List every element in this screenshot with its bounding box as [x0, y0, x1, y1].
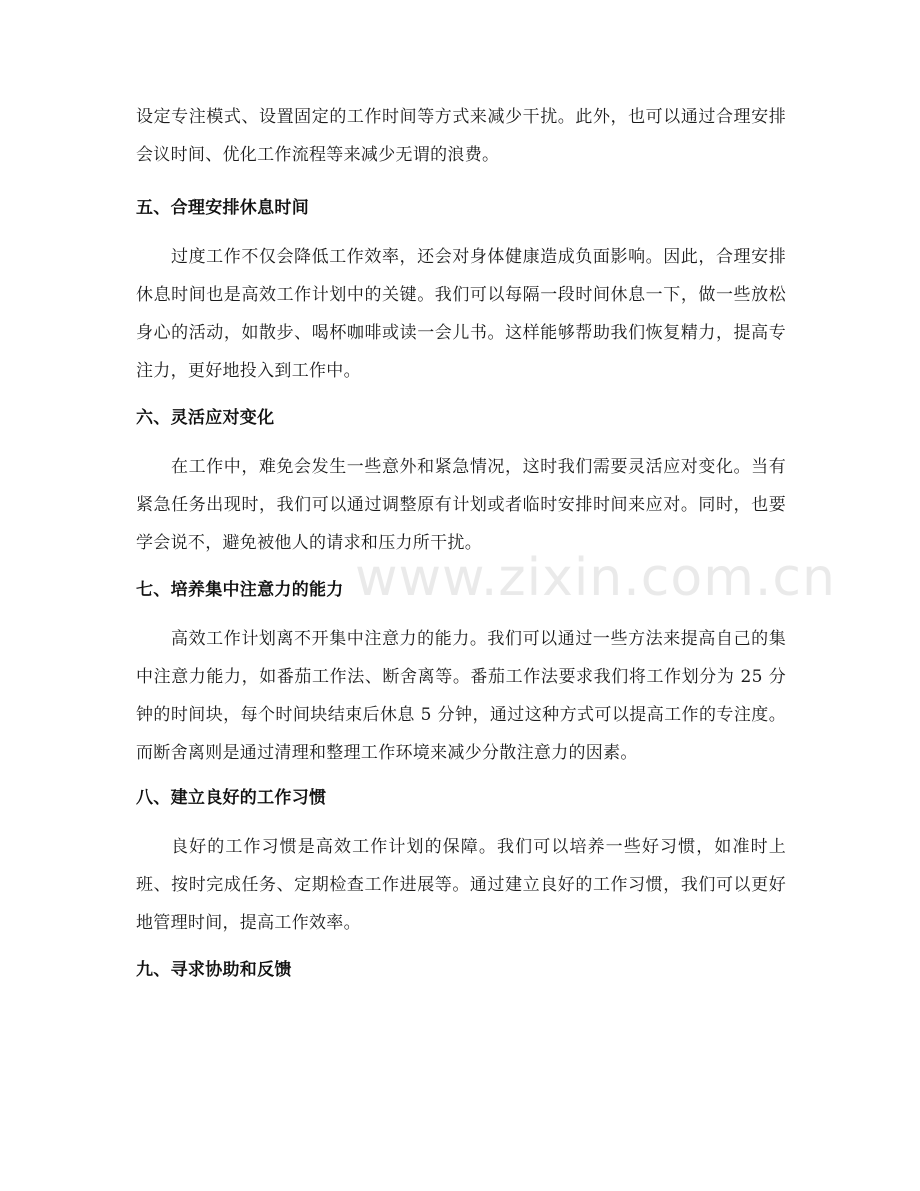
section-6-body [136, 448, 786, 562]
section-heading: 七、培养集中注意力的能力 [136, 580, 344, 600]
section-heading: 六、灵活应对变化 [136, 408, 275, 428]
section-heading: 九、寻求协助和反馈 [136, 960, 292, 980]
section-7 [136, 578, 786, 602]
section-7-body [136, 620, 786, 772]
section-heading: 八、建立良好的工作习惯 [136, 788, 327, 808]
intro-block [136, 98, 786, 174]
watermark: www.zixin.com.cn [355, 548, 836, 608]
section-8 [136, 786, 786, 810]
section-paragraph: 在工作中，难免会发生一些意外和紧急情况，这时我们需要灵活应对变化。当有紧急任务出现时，我们可以通过调整原有计划或者临时安排时间来应对。同时，也要学会说不，避免被他人的请求和压力所干扰。 [136, 457, 786, 553]
section-8-body [136, 828, 786, 942]
section-5-body [136, 238, 786, 390]
section-heading: 五、合理安排休息时间 [136, 198, 309, 218]
section-paragraph: 高效工作计划离不开集中注意力的能力。我们可以通过一些方法来提高自己的集中注意力能力，如番茄工作法、断舍离等。番茄工作法要求我们将工作划分为 25 分钟的时间块，每个时间块结束后休息 5 分钟，通过这种方式可以提高工作的专注度。而断舍离则是通过清理和整理工作环境来减少分散注意力的因素。 [136, 629, 786, 763]
intro-paragraph: 设定专注模式、设置固定的工作时间等方式来减少干扰。此外，也可以通过合理安排会议时间、优化工作流程等来减少无谓的浪费。 [136, 107, 786, 165]
section-paragraph: 良好的工作习惯是高效工作计划的保障。我们可以培养一些好习惯，如准时上班、按时完成任务、定期检查工作进展等。通过建立良好的工作习惯，我们可以更好地管理时间，提高工作效率。 [136, 837, 786, 933]
section-5 [136, 196, 786, 220]
section-paragraph: 过度工作不仅会降低工作效率，还会对身体健康造成负面影响。因此，合理安排休息时间也是高效工作计划中的关键。我们可以每隔一段时间休息一下，做一些放松身心的活动，如散步、喝杯咖啡或读一会儿书。这样能够帮助我们恢复精力，提高专注力，更好地投入到工作中。 [136, 247, 786, 381]
section-6 [136, 406, 786, 430]
section-9 [136, 958, 786, 982]
